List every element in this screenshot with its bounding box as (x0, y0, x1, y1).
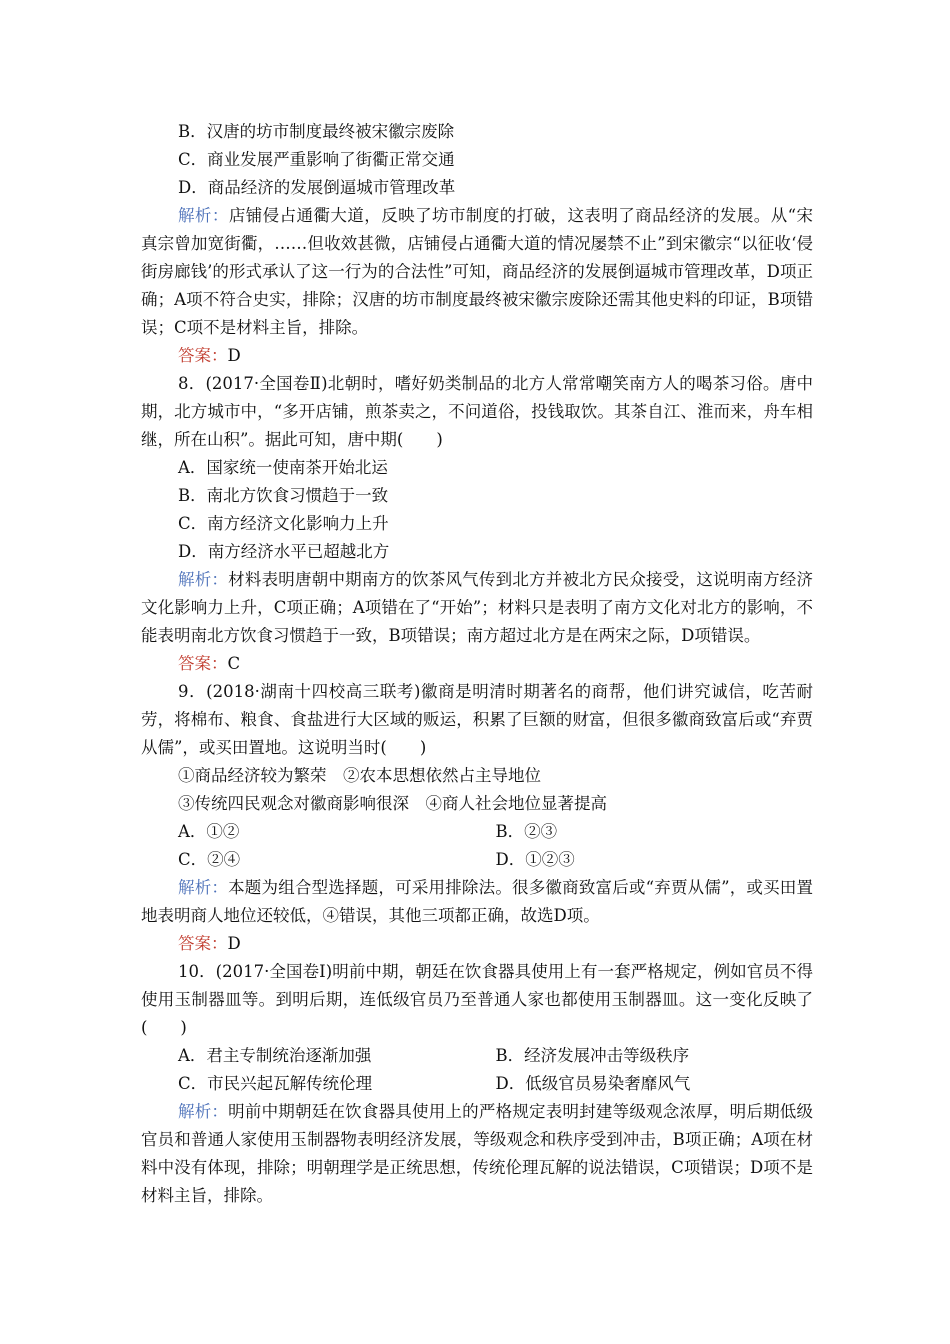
q10-analysis-label: 解析： (178, 1102, 229, 1121)
q9-options-row-2 (141, 846, 813, 874)
q10-option-c: C．市民兴起瓦解传统伦理 (178, 1074, 373, 1093)
q7-analysis-text: 店铺侵占通衢大道，反映了坊市制度的打破，这表明了商品经济的发展。从“宋真宗曾加宽街衢，……但收效甚微，店铺侵占通衢大道的情况屡禁不止”到宋徽宗“以征收‘侵街房廊钱’的形式承认了这一行为的合法性”可知，商品经济的发展倒逼城市管理改革，D项正确；A项不符合史实，排除；汉唐的坊市制度最终被宋徽宗废除还需其他史料的印证，B项错误；C项不是材料主旨，排除。 (141, 206, 814, 337)
q8-analysis (141, 566, 813, 650)
q9-option-d: D．①②③ (495, 850, 575, 869)
q7-option-b: B．汉唐的坊市制度最终被宋徽宗废除 (178, 122, 455, 141)
q9-item-line-2: ③传统四民观念对徽商影响很深 ④商人社会地位显著提高 (178, 794, 607, 813)
document-page (141, 118, 813, 1210)
q9-answer (141, 930, 813, 958)
q9-analysis-text: 本题为组合型选择题，可采用排除法。很多徽商致富后或“弃贾从儒”，或买田置地表明商人地位还较低，④错误，其他三项都正确，故选D项。 (141, 878, 814, 925)
q8-option-d: D．南方经济水平已超越北方 (178, 542, 390, 561)
q10-analysis (141, 1098, 813, 1210)
q9-answer-label: 答案： (178, 934, 228, 953)
q10-stem: 10．(2017·全国卷Ⅰ)明前中期，朝廷在饮食器具使用上有一套严格规定，例如官员不得使用玉制器皿等。到明后期，连低级官员乃至普通人家也都使用玉制器皿。这一变化反映了( ) (141, 962, 813, 1037)
q9-item-line-1: ①商品经济较为繁荣 ②农本思想依然占主导地位 (178, 766, 541, 785)
q8-analysis-text: 材料表明唐朝中期南方的饮茶风气传到北方并被北方民众接受，这说明南方经济文化影响力上升，C项正确；A项错在了“开始”；材料只是表明了南方文化对北方的影响，不能表明南北方饮食习惯趋于一致，B项错误；南方超过北方是在两宋之际，D项错误。 (141, 570, 814, 645)
q9-option-b: B．②③ (495, 822, 558, 841)
q10-option-b: B．经济发展冲击等级秩序 (495, 1046, 690, 1065)
q9-option-a: A．①② (178, 822, 240, 841)
q10-option-a: A．君主专制统治逐渐加强 (178, 1046, 372, 1065)
q7-analysis (141, 202, 813, 342)
q7-analysis-label: 解析： (178, 206, 229, 225)
q7-answer-label: 答案： (178, 346, 228, 365)
q9-stem: 9．(2018·湖南十四校高三联考)徽商是明清时期著名的商帮，他们讲究诚信，吃苦耐劳，将棉布、粮食、食盐进行大区域的贩运，积累了巨额的财富，但很多徽商致富后或“弃贾从儒”，或买田置地。这说明当时( ) (141, 682, 813, 757)
q8-option-b: B．南北方饮食习惯趋于一致 (178, 486, 389, 505)
q9-analysis (141, 874, 813, 930)
q8-answer-value: C (227, 654, 241, 673)
q8-stem: 8．(2017·全国卷Ⅱ)北朝时，嗜好奶类制品的北方人常常嘲笑南方人的喝茶习俗。唐中期，北方城市中，“多开店铺，煎茶卖之，不问道俗，投钱取饮。其茶自江、淮而来，舟车相继，所在山积”。据此可知，唐中期( ) (141, 374, 813, 449)
q8-option-c: C．南方经济文化影响力上升 (178, 514, 389, 533)
q9-answer-value: D (227, 934, 241, 953)
q10-analysis-text: 明前中期朝廷在饮食器具使用上的严格规定表明封建等级观念浓厚，明后期低级官员和普通人家使用玉制器物表明经济发展，等级观念和秩序受到冲击，B项正确；A项在材料中没有体现，排除；明朝理学是正统思想，传统伦理瓦解的说法错误，C项错误；D项不是材料主旨，排除。 (141, 1102, 814, 1205)
q10-options-row-1 (141, 1042, 813, 1070)
q8-answer-label: 答案： (178, 654, 228, 673)
q8-option-a: A．国家统一使南茶开始北运 (178, 458, 388, 477)
q10-option-d: D．低级官员易染奢靡风气 (495, 1074, 691, 1093)
q9-options-row-1 (141, 818, 813, 846)
q7-option-c: C．商业发展严重影响了街衢正常交通 (178, 150, 455, 169)
q7-option-d: D．商品经济的发展倒逼城市管理改革 (178, 178, 456, 197)
q8-analysis-label: 解析： (178, 570, 229, 589)
q8-answer (141, 650, 813, 678)
q9-option-c: C．②④ (178, 850, 241, 869)
q7-answer (141, 342, 813, 370)
q10-options-row-2 (141, 1070, 813, 1098)
q7-answer-value: D (227, 346, 241, 365)
q9-analysis-label: 解析： (178, 878, 229, 897)
